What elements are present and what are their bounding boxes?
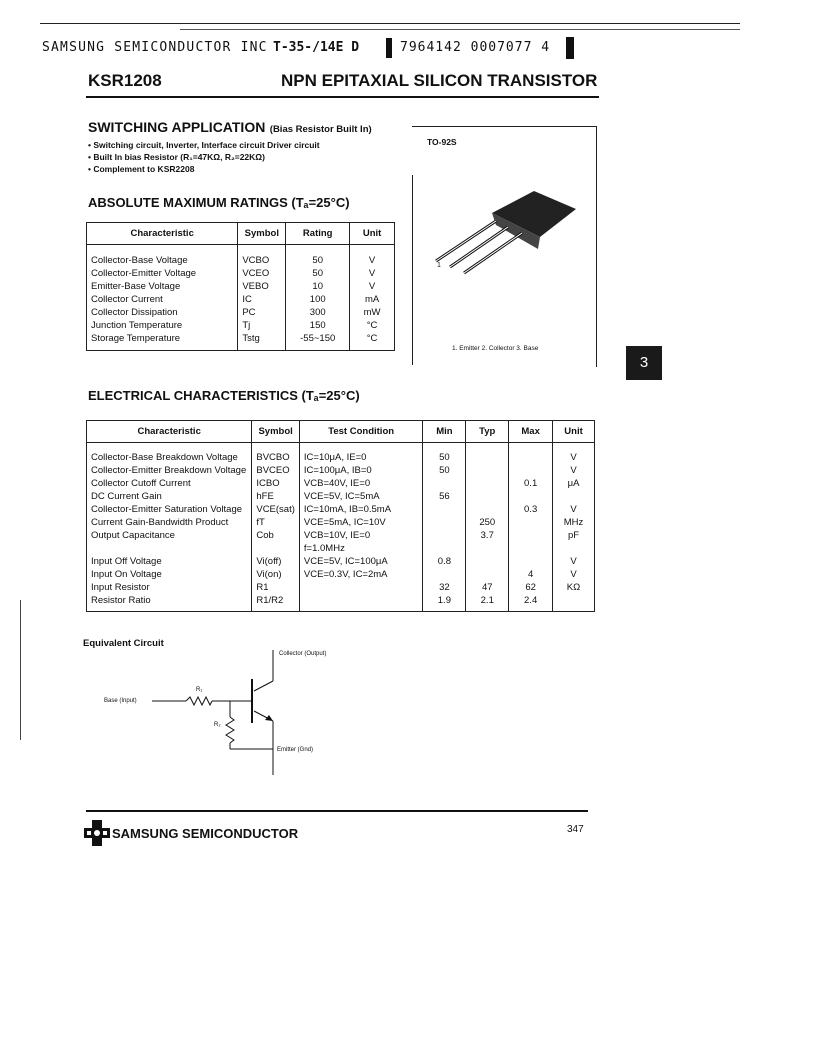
el-cell-max [509, 443, 553, 465]
electrical-row [87, 503, 595, 516]
abs-cell-characteristic: Collector Dissipation [91, 307, 178, 318]
el-cell-typ [466, 443, 509, 465]
bullet-1: • Switching circuit, Inverter, Interface circuit Driver circuit [88, 140, 320, 150]
circuit-collector-label: Collector (Output) [279, 651, 327, 657]
el-cell-unit: MHz [553, 516, 595, 529]
el-cell-typ [466, 477, 509, 490]
abs-cell-characteristic: Collector-Emitter Voltage [91, 268, 197, 279]
el-cell-characteristic: Input On Voltage [91, 569, 162, 580]
el-cell-unit [553, 490, 595, 503]
el-cell-max: 62 [509, 581, 553, 594]
el-cell-symbol: BVCBO [252, 443, 300, 465]
el-cell-max: 0.3 [509, 503, 553, 516]
el-cell-characteristic [87, 542, 252, 555]
el-cell-typ: 2.1 [466, 594, 509, 612]
abs-max-row [87, 306, 395, 319]
electrical-row [87, 464, 595, 477]
el-cell-typ: 47 [466, 581, 509, 594]
el-cell-min [423, 542, 466, 555]
section-tab: 3 [626, 346, 662, 380]
part-title: NPN EPITAXIAL SILICON TRANSISTOR [281, 71, 598, 90]
abs-cell-characteristic: Junction Temperature [91, 320, 183, 331]
electrical-row [87, 542, 595, 555]
abs-cell-symbol: IC [238, 293, 286, 306]
el-cell-characteristic: Collector-Emitter Saturation Voltage [91, 504, 243, 515]
el-cell-max [509, 555, 553, 568]
header-code-left: T-35-/14E D [273, 40, 360, 55]
el-cell-unit [553, 594, 595, 612]
el-cell-unit: V [553, 503, 595, 516]
abs-cell-symbol: VCEO [238, 267, 286, 280]
package-caption: 1. Emitter 2. Collector 3. Base [452, 345, 539, 352]
el-cell-typ [466, 464, 509, 477]
el-cell-test-condition: VCE=5V, IC=5mA [299, 490, 423, 503]
application-title: SWITCHING APPLICATION [88, 119, 266, 135]
header-code-right: 7964142 0007077 4 [400, 40, 551, 55]
circuit-r1-label: R₁ [196, 687, 203, 693]
abs-cell-characteristic: Collector Current [91, 294, 163, 305]
el-cell-max [509, 490, 553, 503]
el-cell-max [509, 529, 553, 542]
el-cell-test-condition [299, 594, 423, 612]
el-cell-test-condition: f=1.0MHz [299, 542, 423, 555]
company-line: SAMSUNG SEMICONDUCTOR INC [42, 40, 268, 55]
el-cell-characteristic: Collector Cutoff Current [91, 478, 191, 489]
abs-col-rating: Rating [286, 223, 350, 245]
el-cell-min: 50 [423, 443, 466, 465]
el-cell-unit: V [553, 464, 595, 477]
el-cell-min: 32 [423, 581, 466, 594]
el-cell-test-condition: VCE=5mA, IC=10V [299, 516, 423, 529]
abs-cell-rating: 10 [286, 280, 350, 293]
el-col-test-condition: Test Condition [299, 421, 423, 443]
el-cell-symbol: R1/R2 [252, 594, 300, 612]
electrical-row [87, 594, 595, 612]
abs-cell-unit: mW [350, 306, 395, 319]
abs-max-header-row [87, 223, 395, 245]
el-cell-max: 0.1 [509, 477, 553, 490]
el-cell-test-condition [299, 581, 423, 594]
el-cell-symbol: R1 [252, 581, 300, 594]
abs-max-table [86, 222, 395, 351]
footer-rule [86, 810, 588, 812]
el-cell-characteristic: Input Resistor [91, 582, 150, 593]
el-cell-min [423, 516, 466, 529]
el-cell-typ [466, 555, 509, 568]
el-cell-min [423, 529, 466, 542]
header-rule-second [180, 29, 740, 30]
package-box-left [412, 175, 413, 365]
el-cell-characteristic: Current Gain-Bandwidth Product [91, 517, 229, 528]
el-cell-max: 4 [509, 568, 553, 581]
circuit-heading: Equivalent Circuit [83, 638, 164, 649]
el-col-typ: Typ [466, 421, 509, 443]
el-cell-typ [466, 503, 509, 516]
el-cell-symbol: Vi(on) [252, 568, 300, 581]
el-cell-min [423, 568, 466, 581]
el-cell-unit: μA [553, 477, 595, 490]
el-cell-characteristic: Resistor Ratio [91, 595, 151, 606]
el-cell-typ: 250 [466, 516, 509, 529]
abs-cell-unit: mA [350, 293, 395, 306]
electrical-row [87, 490, 595, 503]
el-cell-test-condition: IC=100μA, IB=0 [299, 464, 423, 477]
header-rule-top [40, 23, 740, 24]
samsung-logo-icon [84, 820, 110, 846]
bullet-2: • Built In bias Resistor (R₁=47KΩ, R₂=22KΩ) [88, 152, 265, 162]
circuit-r2-label: R₂ [214, 722, 221, 728]
el-cell-symbol: fT [252, 516, 300, 529]
el-cell-test-condition: IC=10mA, IB=0.5mA [299, 503, 423, 516]
el-cell-characteristic: DC Current Gain [91, 491, 162, 502]
abs-cell-unit: V [350, 245, 395, 268]
electrical-row [87, 555, 595, 568]
el-cell-max: 2.4 [509, 594, 553, 612]
abs-cell-rating: 100 [286, 293, 350, 306]
el-cell-characteristic: Collector-Emitter Breakdown Voltage [91, 465, 247, 476]
abs-cell-symbol: Tj [238, 319, 286, 332]
el-cell-test-condition: VCE=0.3V, IC=2mA [299, 568, 423, 581]
abs-max-row [87, 280, 395, 293]
electrical-row [87, 568, 595, 581]
electrical-header-row [87, 421, 595, 443]
electrical-row [87, 516, 595, 529]
abs-cell-unit: V [350, 280, 395, 293]
abs-max-heading: ABSOLUTE MAXIMUM RATINGS (Tₐ=25°C) [88, 195, 350, 210]
abs-max-row [87, 245, 395, 268]
abs-max-row [87, 267, 395, 280]
abs-col-symbol: Symbol [238, 223, 286, 245]
el-cell-symbol: ICBO [252, 477, 300, 490]
abs-cell-unit: °C [350, 319, 395, 332]
abs-cell-characteristic: Collector-Base Voltage [91, 255, 188, 266]
el-col-min: Min [423, 421, 466, 443]
abs-col-unit: Unit [350, 223, 395, 245]
part-number: KSR1208 [88, 71, 162, 90]
el-cell-test-condition: VCB=40V, IE=0 [299, 477, 423, 490]
abs-cell-rating: -55~150 [286, 332, 350, 351]
el-cell-characteristic: Collector-Base Breakdown Voltage [91, 452, 238, 463]
el-cell-unit: pF [553, 529, 595, 542]
electrical-row [87, 477, 595, 490]
el-cell-symbol: hFE [252, 490, 300, 503]
el-col-characteristic: Characteristic [87, 421, 252, 443]
el-cell-max [509, 464, 553, 477]
abs-cell-symbol: VCBO [238, 245, 286, 268]
el-cell-min: 1.9 [423, 594, 466, 612]
el-cell-unit [553, 542, 595, 555]
el-cell-unit: V [553, 568, 595, 581]
el-cell-symbol: BVCEO [252, 464, 300, 477]
el-col-unit: Unit [553, 421, 595, 443]
el-cell-min [423, 477, 466, 490]
el-cell-symbol [252, 542, 300, 555]
abs-cell-symbol: PC [238, 306, 286, 319]
abs-max-row [87, 293, 395, 306]
el-cell-test-condition: VCB=10V, IE=0 [299, 529, 423, 542]
abs-cell-rating: 150 [286, 319, 350, 332]
el-cell-typ [466, 568, 509, 581]
abs-cell-unit: V [350, 267, 395, 280]
abs-col-characteristic: Characteristic [87, 223, 238, 245]
el-col-symbol: Symbol [252, 421, 300, 443]
abs-max-row [87, 319, 395, 332]
electrical-row [87, 581, 595, 594]
el-cell-characteristic: Output Capacitance [91, 530, 175, 541]
el-cell-min [423, 503, 466, 516]
abs-max-row [87, 332, 395, 351]
electrical-table [86, 420, 595, 612]
el-cell-unit: KΩ [553, 581, 595, 594]
electrical-row [87, 529, 595, 542]
abs-cell-symbol: Tstg [238, 332, 286, 351]
header-bar-mark [386, 38, 392, 58]
header-bar-mark-right [566, 37, 574, 59]
bullet-3: • Complement to KSR2208 [88, 164, 195, 174]
circuit-base-label: Base (Input) [104, 698, 137, 704]
abs-cell-rating: 50 [286, 267, 350, 280]
el-cell-test-condition: IC=10μA, IE=0 [299, 443, 423, 465]
el-cell-typ [466, 490, 509, 503]
el-cell-typ: 3.7 [466, 529, 509, 542]
electrical-heading: ELECTRICAL CHARACTERISTICS (Tₐ=25°C) [88, 388, 360, 403]
el-col-max: Max [509, 421, 553, 443]
application-subtitle: (Bias Resistor Built In) [269, 124, 372, 135]
page-number: 347 [567, 824, 584, 835]
el-cell-symbol: Cob [252, 529, 300, 542]
abs-cell-characteristic: Storage Temperature [91, 333, 181, 344]
el-cell-typ [466, 542, 509, 555]
package-pin1-label: 1 [437, 262, 441, 269]
abs-cell-characteristic: Emitter-Base Voltage [91, 281, 181, 292]
el-cell-characteristic: Input Off Voltage [91, 556, 162, 567]
el-cell-max [509, 542, 553, 555]
el-cell-unit: V [553, 443, 595, 465]
abs-cell-symbol: VEBO [238, 280, 286, 293]
el-cell-symbol: Vi(off) [252, 555, 300, 568]
el-cell-min: 56 [423, 490, 466, 503]
equivalent-circuit-diagram [140, 645, 280, 780]
abs-cell-unit: °C [350, 332, 395, 351]
electrical-row [87, 443, 595, 465]
el-cell-test-condition: VCE=5V, IC=100μA [299, 555, 423, 568]
application-heading [88, 119, 372, 137]
el-cell-min: 0.8 [423, 555, 466, 568]
circuit-emitter-label: Emitter (Gnd) [277, 747, 314, 753]
scan-margin-mark [20, 600, 21, 740]
package-drawing [430, 185, 580, 285]
el-cell-symbol: VCE(sat) [252, 503, 300, 516]
el-cell-min: 50 [423, 464, 466, 477]
title-rule [86, 96, 599, 98]
abs-cell-rating: 50 [286, 245, 350, 268]
el-cell-unit: V [553, 555, 595, 568]
abs-cell-rating: 300 [286, 306, 350, 319]
footer-brand: SAMSUNG SEMICONDUCTOR [112, 826, 299, 841]
package-name: TO-92S [427, 137, 457, 147]
el-cell-max [509, 516, 553, 529]
